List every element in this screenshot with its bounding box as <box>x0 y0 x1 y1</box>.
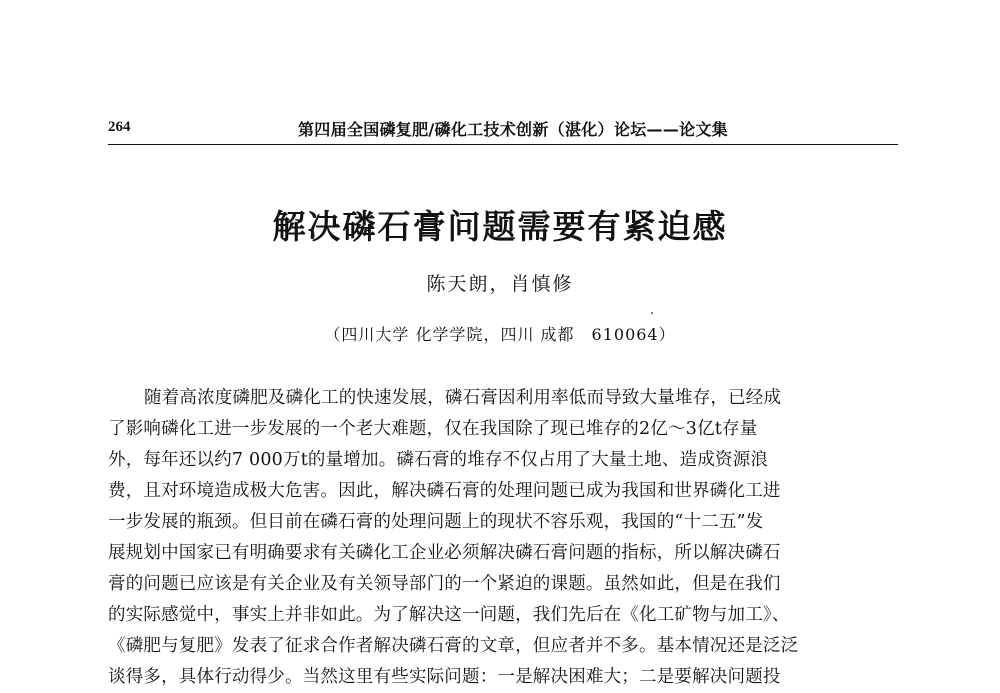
running-header <box>108 117 898 143</box>
body-line: 外，每年还以约7 000万t的量增加。磷石膏的堆存不仅占用了大量土地、造成资源浪 <box>108 450 769 470</box>
body-line: 的实际感觉中，事实上并非如此。为了解决这一问题，我们先后在《化工矿物与加工》、 <box>108 605 790 625</box>
body-paragraph <box>108 383 900 693</box>
body-line: 展规划中国家已有明确要求有关磷化工企业必须解决磷石膏问题的指标，所以解决磷石 <box>108 543 781 563</box>
body-line: 随着高浓度磷肥及磷化工的快速发展，磷石膏因利用率低而导致大量堆存，已经成 <box>144 388 782 408</box>
article-title: 解决磷石膏问题需要有紧迫感 <box>272 207 728 246</box>
authors: 陈天朗，肖慎修 <box>426 273 574 295</box>
body-line: 一步发展的瓶颈。但目前在磷石膏的处理问题上的现状不容乐观，我国的“十二五”发 <box>108 512 764 532</box>
proceedings-title: 第四届全国磷复肥/磷化工技术创新（湛化）论坛——论文集 <box>298 120 728 139</box>
body-line: 《磷肥与复肥》发表了征求合作者解决磷石膏的文章，但应者并不多。基本情况还是泛泛 <box>108 636 799 656</box>
header-rule <box>108 144 898 145</box>
page-number: 264 <box>108 119 131 135</box>
body-line: 谈得多，具体行动得少。当然这里有些实际问题：一是解决困难大；二是要解决问题投 <box>108 667 781 687</box>
body-line: 费，且对环境造成极大危害。因此，解决磷石膏的处理问题已成为我国和世界磷化工进 <box>108 481 781 501</box>
body-line: 膏的问题已应该是有关企业及有关领导部门的一个紧迫的课题。虽然如此，但是在我们 <box>108 574 781 594</box>
scan-speck <box>651 312 653 314</box>
body-line: 了影响磷化工进一步发展的一个老大难题，仅在我国除了现已堆存的2亿～3亿t存量 <box>108 419 758 439</box>
affiliation: （四川大学 化学学院，四川 成都 610064） <box>324 325 676 344</box>
